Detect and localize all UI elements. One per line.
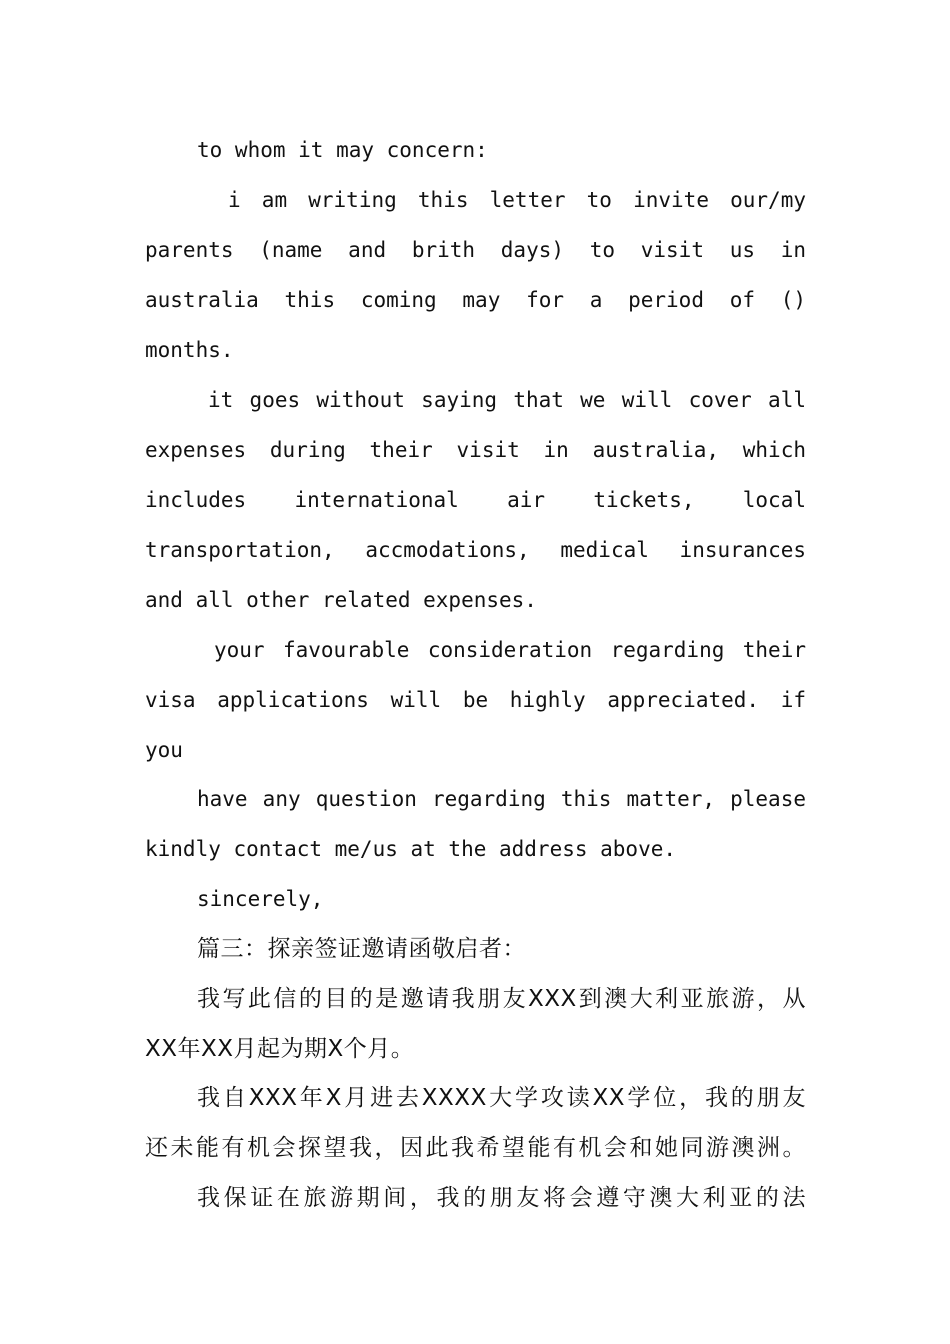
- body-line: australia this coming may for a period of (): [145, 288, 806, 312]
- body-line: 我写此信的目的是邀请我朋友XXX到澳大利亚旅游，从: [197, 986, 806, 1012]
- salutation-line: to whom it may concern:: [197, 138, 488, 162]
- body-line: months.: [145, 338, 234, 362]
- body-line: transportation, accmodations, medical insurances: [145, 538, 806, 562]
- body-line: and all other related expenses.: [145, 588, 537, 612]
- section-heading: 篇三：探亲签证邀请函敬启者：: [197, 936, 526, 962]
- body-line: parents (name and brith days) to visit us in: [145, 238, 806, 262]
- body-line: i am writing this letter to invite our/my: [228, 188, 806, 212]
- body-line: it goes without saying that we will cover all: [208, 388, 806, 412]
- body-line: have any question regarding this matter, please: [197, 787, 806, 811]
- body-line: 还未能有机会探望我，因此我希望能有机会和她同游澳洲。: [145, 1135, 806, 1161]
- body-line: your favourable consideration regarding their: [214, 638, 806, 662]
- body-line: 我保证在旅游期间，我的朋友将会遵守澳大利亚的法: [197, 1185, 806, 1211]
- body-line: visa applications will be highly appreciated. if: [145, 688, 806, 712]
- body-line: kindly contact me/us at the address above.: [145, 837, 677, 861]
- body-line: expenses during their visit in australia, which: [145, 438, 806, 462]
- body-line: XX年XX月起为期X个月。: [145, 1036, 415, 1062]
- closing-line: sincerely,: [197, 887, 324, 911]
- body-line: 我自XXX年X月进去XXXX大学攻读XX学位，我的朋友: [197, 1085, 806, 1111]
- body-line: you: [145, 738, 183, 762]
- body-line: includes international air tickets, local: [145, 488, 806, 512]
